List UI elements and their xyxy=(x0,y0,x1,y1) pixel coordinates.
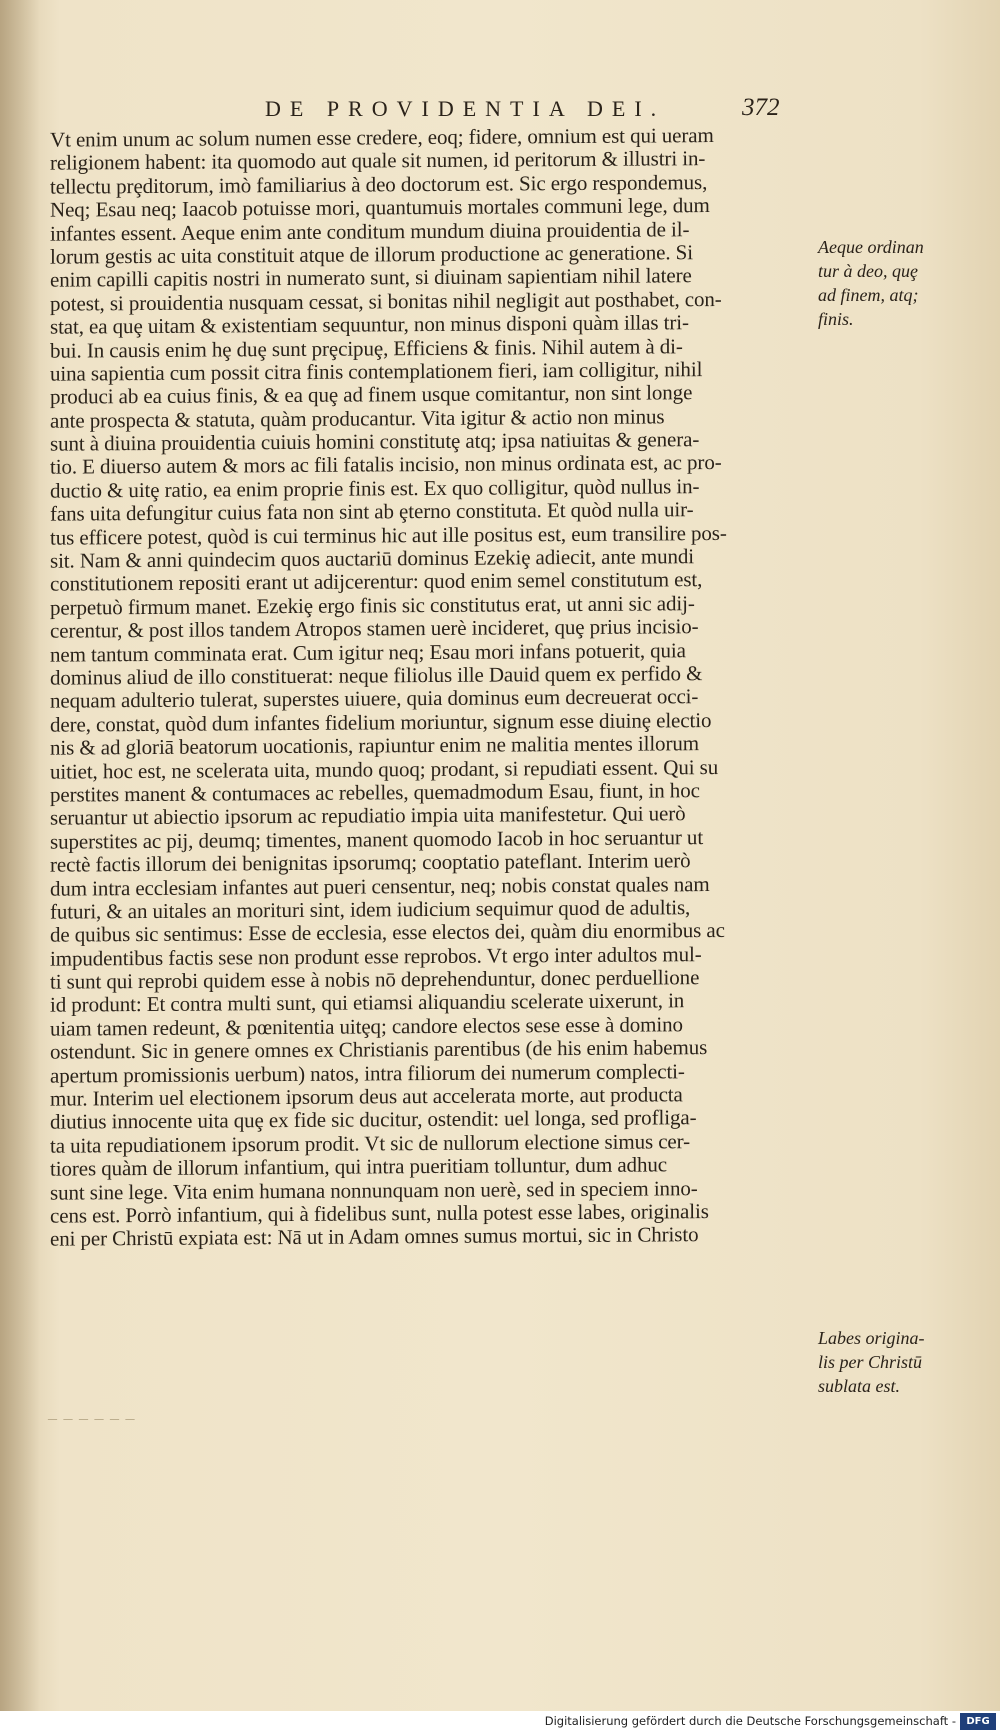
text-line: mur. Interim uel electionem ipsorum deus aut accelerata morte, aut producta xyxy=(50,1082,683,1111)
text-line: nequam adulterio tulerat, superstes uiuere, quia dominus eum decreuerat occi- xyxy=(50,684,699,714)
text-line: uiam tamen redeunt, & pœnitentia uitȩq; candore electos sese esse à domino xyxy=(50,1012,683,1041)
text-line: religionem habent: ita quomodo aut quale sit numen, id peritorum & illustri in- xyxy=(50,146,706,176)
marginal-note-original-sin xyxy=(818,1326,993,1398)
running-title: DE PROVIDENTIA DEI. xyxy=(265,96,666,121)
text-line: superstites ac pij, deumq; timentes, manent quomodo Iacob in hoc seruantur ut xyxy=(50,825,704,854)
body-text xyxy=(50,123,814,1252)
page-number: 372 xyxy=(742,94,780,121)
marginal-note-line: Labes origina- xyxy=(818,1328,925,1348)
text-line: tus efficere potest, quòd is cui terminus hic aut ille positus est, eum transilire pos- xyxy=(50,520,727,550)
text-line: uitiet, hoc est, ne scelerata uita, mundo quoq; prodant, si repudiati essent. Qui su xyxy=(50,754,719,784)
text-line: stat, ea quȩ uitam & existentiam sequuntur, non minus disponi quàm illas tri- xyxy=(50,310,689,339)
text-line: nis & ad gloriā beatorum uocationis, rapiuntur enim ne malitia mentes illorum xyxy=(50,731,699,760)
text-line: dominus aliud de illo constituerat: neque filiolus ille Dauid quem ex perfido & xyxy=(50,661,703,690)
footer-credit: Digitalisierung gefördert durch die Deutsche Forschungsgemeinschaft - xyxy=(544,1714,956,1728)
text-line: bui. In causis enim hȩ duȩ sunt prȩcipuȩ, Efficiens & finis. Nihil autem à di- xyxy=(50,333,683,363)
running-head xyxy=(0,96,1000,126)
text-line: fans uita defungitur cuius fata non sint ab ȩterno constituta. Et quòd nulla uir- xyxy=(50,497,694,526)
text-line: perstites manent & contumaces ac rebelles, quemadmodum Esau, fiunt, in hoc xyxy=(50,778,700,807)
text-line: perpetuò firmum manet. Ezekiȩ ergo finis sic constitutus erat, ut anni sic adij- xyxy=(50,591,695,620)
marginal-note-line: finis. xyxy=(818,309,854,329)
marginal-note-line: tur à deo, quȩ xyxy=(818,261,918,281)
digitization-footer xyxy=(0,1711,1000,1733)
text-line: sunt à diuina prouidentia cuiuis homini constitutȩ atq; ipsa natiuitas & genera- xyxy=(50,427,700,456)
text-line: constitutionem repositi erant ut adijcerentur: quod enim semel constitutum est, xyxy=(50,567,703,597)
text-line: sit. Nam & anni quindecim quos auctariū dominus Ezekiȩ adiecit, ante mundi xyxy=(50,544,695,573)
marginal-note-line: sublata est. xyxy=(818,1376,901,1396)
stray-ink-mark: – – – – – – xyxy=(48,1408,136,1428)
text-line: id produnt: Et contra multi sunt, qui etiamsi aliquandiu scelerate uixerunt, in xyxy=(50,988,685,1018)
marginal-note-line: Aeque ordinan xyxy=(818,237,924,257)
text-line: potest, si prouidentia nusquam cessat, si bonitas nihil negligit aut posthabet, con- xyxy=(50,287,722,316)
text-line: sunt sine lege. Vita enim humana nonnunquam non uerè, sed in speciem inno- xyxy=(50,1175,698,1205)
text-line: uina sapientia cum possit citra finis contemplationem fieri, iam colligitur, nihil xyxy=(50,357,703,386)
text-line: Vt enim unum ac solum numen esse credere, eoq; fidere, omnium est qui ueram xyxy=(50,123,714,152)
gutter-shadow xyxy=(0,0,40,1733)
dfg-logo: DFG xyxy=(960,1713,996,1730)
text-line: de quibus sic sentimus: Esse de ecclesia, esse electos dei, quàm diu enormibus ac xyxy=(50,918,725,947)
marginal-note-providence xyxy=(818,235,993,331)
text-line: ductio & uitȩ ratio, ea enim proprie finis est. Ex quo colligitur, quòd nullus in- xyxy=(50,474,700,503)
text-line: ti sunt qui reprobi quidem esse à nobis nō deprehenduntur, donec perduellione xyxy=(50,965,700,994)
text-line: nem tantum comminata erat. Cum igitur neq; Esau mori infans potuerit, quia xyxy=(50,637,686,667)
text-line: ostendunt. Sic in genere omnes ex Christianis parentibus (de his enim habemus xyxy=(50,1035,708,1064)
text-line: enim capilli capitis nostri in numerato sunt, si diuinam sapientiam nihil latere xyxy=(50,263,692,293)
text-line: rectè factis illorum dei benignitas ipsorumq; cooptatio pateflant. Interim uerò xyxy=(50,848,691,877)
text-line: ta uita repudiationem ipsorum prodit. Vt sic de nullorum electione simus cer- xyxy=(50,1129,691,1158)
text-line: futuri, & an uitales an morituri sint, idem iudicium sequimur quod de adultis, xyxy=(50,895,691,924)
text-line: apertum promissionis uerbum) natos, intra filiorum dei numerum complecti- xyxy=(50,1058,685,1088)
text-line: eni per Christū expiata est: Nā ut in Adam omnes sumus mortui, sic in Christo xyxy=(50,1222,699,1252)
text-line: tellectu prȩditorum, imò familiarius à deo doctorum est. Sic ergo respondemus, xyxy=(50,170,708,199)
text-line: seruantur ut abiectio ipsorum ac repudiatio impia uita manifestetur. Qui uerò xyxy=(50,801,686,830)
text-line: produci ab ea cuius finis, & ea quȩ ad finem usque comitantur, non sint longe xyxy=(50,380,693,409)
text-line: diutius innocente uita quȩ ex fide sic ducitur, ostendit: uel longa, sed profliga- xyxy=(50,1105,697,1135)
text-line: tiores quàm de illorum infantium, qui intra pueritiam tolluntur, dum adhuc xyxy=(50,1152,667,1181)
text-line: ante prospecta & statuta, quàm producantur. Vita igitur & actio non minus xyxy=(50,404,665,433)
text-line: dere, constat, quòd dum infantes fidelium moriuntur, signum esse diuinȩ electio xyxy=(50,708,712,737)
text-line: cens est. Porrò infantium, qui à fidelibus sunt, nulla potest esse labes, originalis xyxy=(50,1199,709,1228)
text-line: lorum gestis ac uita constituit atque de illorum productione ac generatione. Si xyxy=(50,240,693,269)
text-line: infantes essent. Aeque enim ante conditum mundum diuina prouidentia de il- xyxy=(50,216,690,246)
marginal-note-line: lis per Christū xyxy=(818,1352,923,1372)
text-line: tio. E diuerso autem & mors ac fili fatalis incisio, non minus ordinata est, ac pro- xyxy=(50,450,722,480)
text-line: Neq; Esau neq; Iaacob potuisse mori, quantumuis mortales communi lege, dum xyxy=(50,193,710,222)
text-line: cerentur, & post illos tandem Atropos stamen uerè incideret, quȩ prius incisio- xyxy=(50,614,699,643)
marginal-note-line: ad finem, atq; xyxy=(818,285,919,305)
text-line: dum intra ecclesiam infantes aut pueri censentur, neq; nobis constat quales nam xyxy=(50,871,710,901)
text-line: impudentibus factis sese non produnt esse reprobos. Vt ergo inter adultos mul- xyxy=(50,942,702,971)
